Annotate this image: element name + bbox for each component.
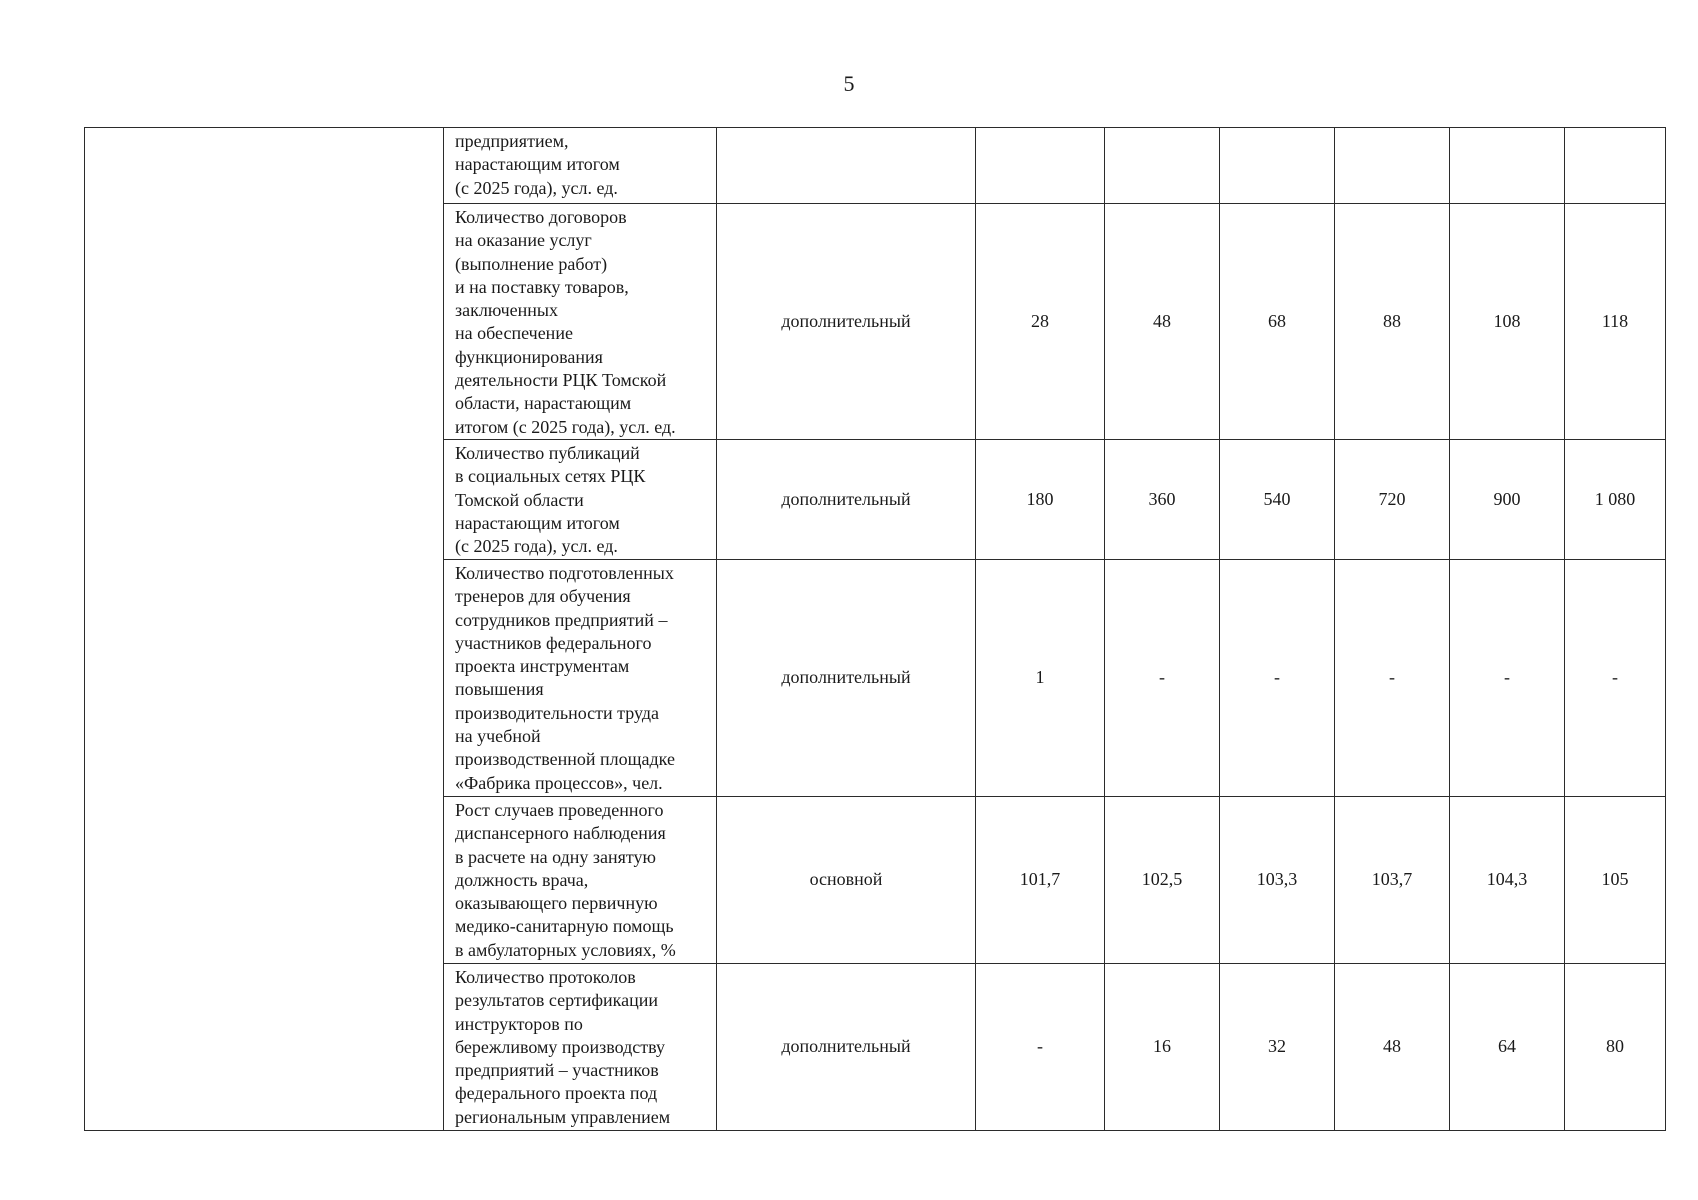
value-cell: -: [976, 964, 1105, 1131]
value-cell: 48: [1335, 964, 1450, 1131]
indicator-type: дополнительный: [717, 964, 976, 1131]
value-cell: -: [1220, 560, 1335, 797]
indicator-name: Количество публикаций в социальных сетях РЦК Томской области нарастающим итогом (с 2025 года), усл. ед.: [444, 440, 717, 560]
value-cell: [1220, 128, 1335, 204]
value-cell: 102,5: [1105, 797, 1220, 964]
value-cell: 1: [976, 560, 1105, 797]
value-cell: [976, 128, 1105, 204]
value-cell: 16: [1105, 964, 1220, 1131]
indicator-type: основной: [717, 797, 976, 964]
table-row: [85, 128, 1666, 204]
value-cell: 900: [1450, 440, 1565, 560]
indicator-type: дополнительный: [717, 204, 976, 440]
value-cell: 720: [1335, 440, 1450, 560]
indicator-type: дополнительный: [717, 560, 976, 797]
value-cell: 32: [1220, 964, 1335, 1131]
value-cell: 360: [1105, 440, 1220, 560]
merged-empty-cell: [85, 128, 444, 1131]
value-cell: 118: [1565, 204, 1666, 440]
value-cell: 180: [976, 440, 1105, 560]
value-cell: 108: [1450, 204, 1565, 440]
page-number: 5: [843, 71, 855, 96]
value-cell: 105: [1565, 797, 1666, 964]
value-cell: [1105, 128, 1220, 204]
indicator-name: Количество подготовленных тренеров для обучения сотрудников предприятий – участников федерального проекта инструментам повышения производительности труда на учебной производственной площадке «Фабрика процессов», чел.: [444, 560, 717, 797]
indicator-type: дополнительный: [717, 440, 976, 560]
value-cell: -: [1105, 560, 1220, 797]
value-cell: 103,3: [1220, 797, 1335, 964]
value-cell: 88: [1335, 204, 1450, 440]
indicator-type: [717, 128, 976, 204]
value-cell: 28: [976, 204, 1105, 440]
value-cell: 104,3: [1450, 797, 1565, 964]
value-cell: 1 080: [1565, 440, 1666, 560]
value-cell: 64: [1450, 964, 1565, 1131]
value-cell: [1450, 128, 1565, 204]
value-cell: 48: [1105, 204, 1220, 440]
indicator-name: Рост случаев проведенного диспансерного наблюдения в расчете на одну занятую должность врача, оказывающего первичную медико-санитарную помощь в амбулаторных условиях, %: [444, 797, 717, 964]
value-cell: -: [1565, 560, 1666, 797]
value-cell: [1565, 128, 1666, 204]
value-cell: 80: [1565, 964, 1666, 1131]
value-cell: 103,7: [1335, 797, 1450, 964]
indicator-name: предприятием, нарастающим итогом (с 2025 года), усл. ед.: [444, 128, 717, 204]
indicators-table: [84, 127, 1666, 1131]
indicator-name: Количество протоколов результатов сертификации инструкторов по бережливому производству предприятий – участников федерального проекта под региональным управлением: [444, 964, 717, 1131]
value-cell: [1335, 128, 1450, 204]
value-cell: -: [1450, 560, 1565, 797]
value-cell: 540: [1220, 440, 1335, 560]
value-cell: 68: [1220, 204, 1335, 440]
indicator-name: Количество договоров на оказание услуг (выполнение работ) и на поставку товаров, заключенных на обеспечение функционирования деятельности РЦК Томской области, нарастающим итогом (с 2025 года), усл. ед.: [444, 204, 717, 440]
value-cell: 101,7: [976, 797, 1105, 964]
value-cell: -: [1335, 560, 1450, 797]
